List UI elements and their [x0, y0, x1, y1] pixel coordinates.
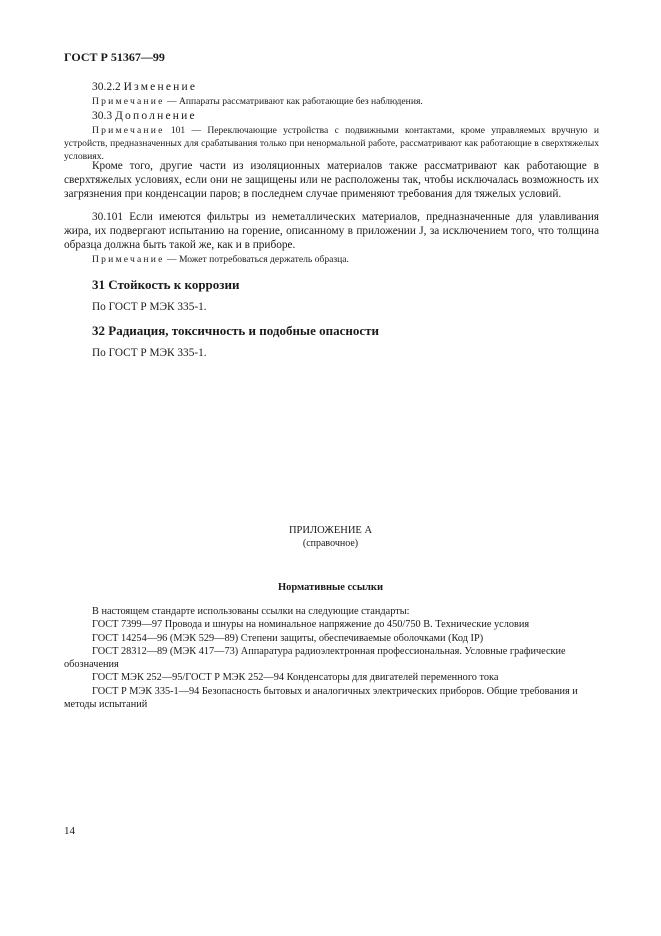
paragraph-text: По ГОСТ Р МЭК 335-1. [92, 347, 207, 359]
page-number: 14 [64, 825, 75, 837]
appendix-heading: Нормативные ссылки [277, 582, 384, 593]
note-1 [64, 96, 599, 109]
reference-item: ГОСТ МЭК 252—95/ГОСТ Р МЭК 252—94 Конденсаторы для двигателей переменного тока [92, 672, 499, 684]
paragraph-30-101 [64, 210, 599, 252]
note-text: — Аппараты рассматривают как работающие без наблюдения. [164, 96, 423, 107]
section-30-3 [64, 109, 599, 123]
document-header: ГОСТ Р 51367—99 [64, 50, 165, 64]
section-31-text [64, 300, 599, 314]
references-list [64, 605, 599, 711]
paragraph-text: По ГОСТ Р МЭК 335-1. [92, 301, 207, 313]
note-label: Примечание [92, 96, 165, 107]
paragraph-insulation [64, 159, 599, 201]
appendix-title: ПРИЛОЖЕНИЕ А [288, 525, 373, 536]
note-text: — Может потребоваться держатель образца. [164, 254, 349, 265]
paragraph-text: Кроме того, другие части из изоляционных материалов также рассматривают как работающие в сверхтяжелых условиях, если они не защищены или не расположены так, чтобы исключалась возможность их загрязнения при конденсации паров; в последнем случае применяют требования для тяжелых условий. [64, 160, 599, 200]
section-number: 30.2.2 [92, 81, 121, 93]
note-2 [64, 254, 599, 267]
note-text: 101 — Переключающие устройства с подвижными контактами, кроме управляемых вручную и устройств, предназначенных для срабатывания только при ненормальной работе, рассматривают как работающие в сверхтяжелых условиях. [64, 125, 599, 162]
section-31-heading: 31 Стойкость к коррозии [92, 277, 240, 292]
reference-item: ГОСТ Р МЭК 335-1—94 Безопасность бытовых и аналогичных электрических приборов. Общие требования и методы испытаний [64, 685, 578, 711]
reference-item: ГОСТ 28312—89 (МЭК 417—73) Аппаратура радиоэлектронная профессиональная. Условные графические обозначения [64, 645, 566, 671]
note-label: Примечание [92, 125, 165, 136]
reference-item: ГОСТ 14254—96 (МЭК 529—89) Степени защиты, обеспечиваемые оболочками (Код IP) [92, 632, 484, 644]
note-101 [64, 125, 599, 163]
section-30-2-2 [64, 80, 599, 94]
section-number: 30.3 [92, 110, 113, 122]
section-32-heading: 32 Радиация, токсичность и подобные опасности [92, 323, 380, 338]
appendix-subtitle: (справочное) [302, 538, 359, 549]
section-32-text [64, 346, 599, 360]
reference-item: В настоящем стандарте использованы ссылки на следующие стандарты: [92, 606, 410, 617]
section-title: Изменение [123, 81, 198, 93]
section-title: Дополнение [115, 110, 197, 122]
paragraph-text: 30.101 Если имеются фильтры из неметаллических материалов, предназначенные для улавливания жира, их подвергают испытанию на горение, описанному в приложении J, за исключением того, что толщина образца должна быть такой же, как и в приборе. [64, 211, 599, 251]
note-label: Примечание [92, 254, 165, 265]
reference-item: ГОСТ 7399—97 Провода и шнуры на номинальное напряжение до 450/750 В. Технические условия [92, 619, 530, 631]
